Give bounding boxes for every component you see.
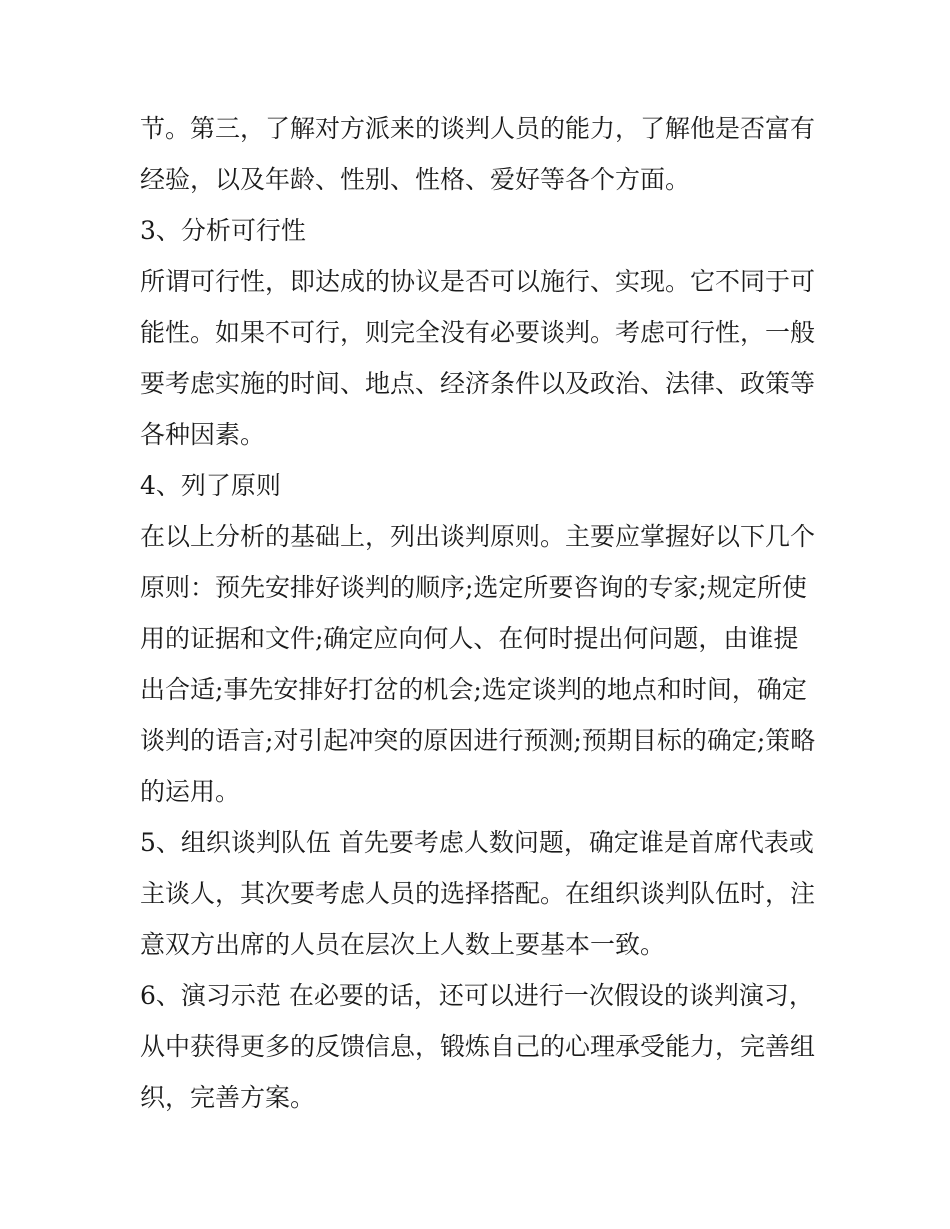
text-line: 的运用。 bbox=[140, 777, 241, 806]
section-heading: 6、演习示范 在必要的话，还可以进行一次假设的谈判演习， bbox=[140, 981, 814, 1010]
text-line: 各种因素。 bbox=[140, 420, 266, 449]
section-heading: 5、组织谈判队伍 首先要考虑人数问题，确定谁是首席代表或 bbox=[140, 828, 814, 857]
text-line: 经验，以及年龄、性别、性格、爱好等各个方面。 bbox=[140, 165, 691, 194]
text-line: 用的证据和文件;确定应向何人、在何时提出何问题，由谁提 bbox=[140, 624, 799, 653]
text-line: 所谓可行性，即达成的协议是否可以施行、实现。它不同于可 bbox=[140, 267, 816, 296]
text-line: 在以上分析的基础上，列出谈判原则。主要应掌握好以下几个 bbox=[140, 522, 816, 551]
text-line: 从中获得更多的反馈信息，锻炼自己的心理承受能力，完善组 bbox=[140, 1032, 816, 1061]
text-line: 原则：预先安排好谈判的顺序;选定所要咨询的专家;规定所使 bbox=[140, 573, 807, 602]
text-line: 节。第三，了解对方派来的谈判人员的能力，了解他是否富有 bbox=[140, 114, 816, 143]
section-heading: 3、分析可行性 bbox=[140, 216, 306, 245]
section-heading: 4、列了原则 bbox=[140, 471, 281, 500]
text-line: 意双方出席的人员在层次上人数上要基本一致。 bbox=[140, 930, 666, 959]
text-line: 出合适;事先安排好打岔的机会;选定谈判的地点和时间，确定 bbox=[140, 675, 807, 704]
text-line: 要考虑实施的时间、地点、经济条件以及政治、法律、政策等 bbox=[140, 369, 816, 398]
text-line: 能性。如果不可行，则完全没有必要谈判。考虑可行性，一般 bbox=[140, 318, 816, 347]
text-line: 主谈人，其次要考虑人员的选择搭配。在组织谈判队伍时，注 bbox=[140, 879, 816, 908]
text-line: 谈判的语言;对引起冲突的原因进行预测;预期目标的确定;策略 bbox=[140, 726, 816, 755]
text-line: 织，完善方案。 bbox=[140, 1083, 316, 1112]
